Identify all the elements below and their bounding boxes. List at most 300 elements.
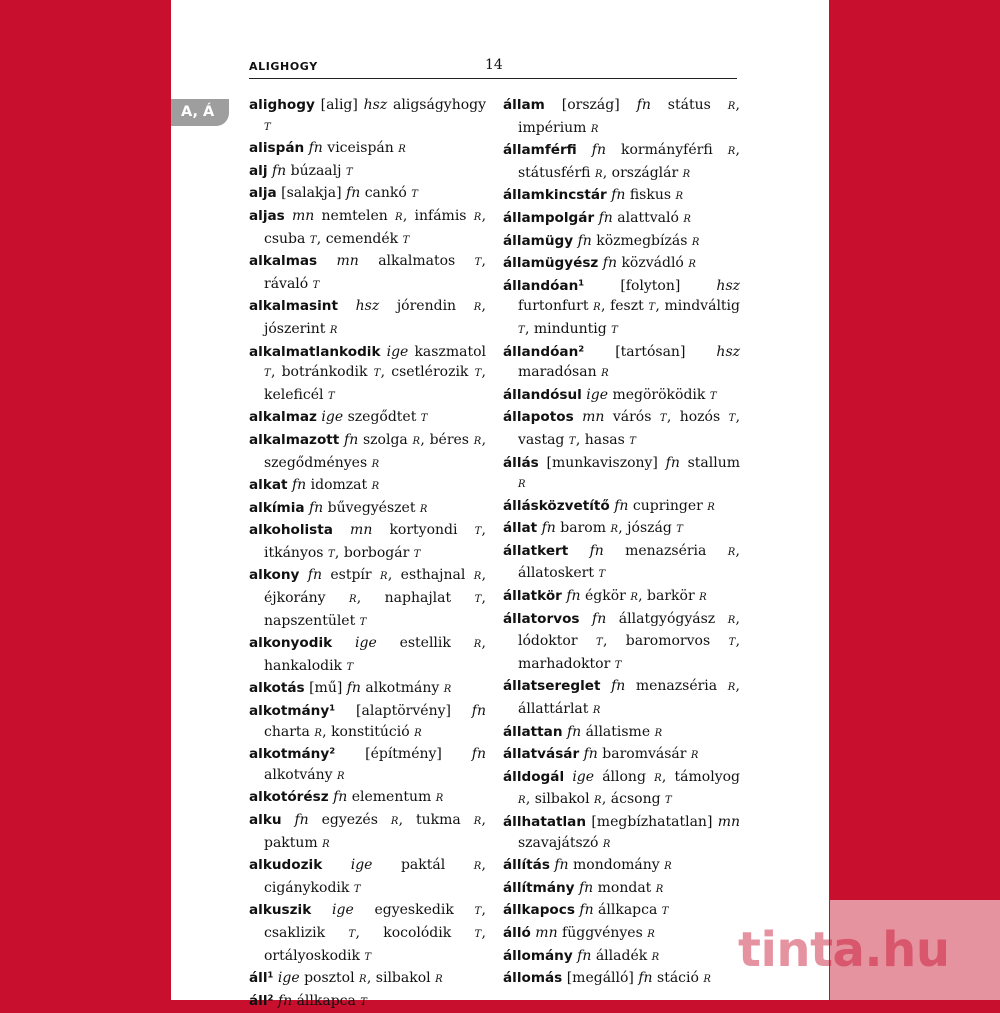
synonym-text: , státusférfi: [518, 142, 740, 181]
synonym-text: , béres: [420, 431, 474, 448]
synonym-text: baromvásár: [602, 746, 691, 763]
register-label: R: [683, 213, 692, 225]
letter-tab: A, Á: [171, 99, 229, 126]
part-of-speech: ige: [332, 902, 375, 919]
headword: alkotás: [249, 680, 305, 697]
dictionary-entry: [249, 498, 486, 521]
register-label: R: [651, 951, 660, 963]
headword: állandóan²: [503, 343, 585, 360]
register-label: T: [648, 302, 656, 314]
dictionary-entry: [249, 342, 486, 408]
part-of-speech: mn: [350, 522, 390, 539]
synonym-text: , impérium: [518, 97, 740, 136]
dictionary-entry: [249, 810, 486, 855]
register-label: T: [611, 324, 619, 336]
headword: alighogy: [249, 97, 315, 113]
dictionary-entry: [249, 206, 486, 251]
part-of-speech: fn: [589, 542, 626, 559]
synonym-text: , jószág: [618, 520, 677, 537]
synonym-text: menazséria: [625, 542, 728, 559]
register-label: T: [629, 435, 637, 447]
part-of-speech: ige: [355, 635, 400, 652]
synonym-text: , lódoktor: [518, 610, 740, 650]
synonym-text: búzaalj: [290, 162, 346, 179]
synonym-text: viceispán: [327, 140, 399, 157]
synonym-text: estpír: [330, 567, 380, 584]
synonym-text: , csuba: [264, 207, 487, 247]
synonym-text: fiskus: [629, 187, 676, 204]
part-of-speech: fn: [308, 499, 328, 516]
synonym-text: állkapca: [598, 902, 662, 919]
register-label: R: [592, 705, 601, 717]
part-of-speech: fn: [333, 789, 352, 806]
watermark-logo: tinta.hu: [738, 922, 950, 978]
headword: államkincstár: [503, 187, 607, 204]
synonym-text: charta: [264, 723, 315, 740]
synonym-text: , ortályoskodik: [264, 924, 486, 964]
register-label: R: [654, 727, 663, 739]
dictionary-entry: [503, 407, 740, 452]
register-label: R: [390, 816, 399, 827]
headword: alj: [249, 162, 268, 179]
part-of-speech: fn: [346, 185, 365, 202]
register-label: R: [727, 682, 736, 694]
dictionary-entry: [249, 678, 486, 701]
synonym-text: , napszentület: [264, 590, 486, 629]
register-label: R: [602, 838, 611, 850]
headword: állampolgár: [503, 209, 595, 226]
synonym-text: estellik: [399, 635, 474, 652]
synonym-text: , tukma: [398, 812, 474, 828]
part-of-speech: fn: [344, 431, 363, 448]
headword: államügy: [503, 232, 574, 249]
dictionary-entry: [503, 722, 740, 745]
synonym-text: aligságyhogy: [393, 97, 487, 113]
register-label: T: [474, 526, 482, 538]
register-label: R: [348, 594, 357, 606]
register-label: R: [664, 861, 672, 873]
register-label: T: [665, 795, 673, 807]
synonym-text: közvádló: [621, 255, 689, 272]
synonym-text: stallum: [687, 454, 740, 471]
synonym-text: , vastag: [518, 409, 741, 448]
synonym-text: , hozós: [666, 409, 729, 426]
headword: alja: [249, 185, 277, 202]
synonym-text: maradósan: [518, 364, 602, 381]
synonym-text: jórendin: [396, 298, 474, 315]
headword: állatorvos: [503, 610, 580, 627]
synonym-text: kormányférfi: [621, 142, 728, 159]
part-of-speech: mn: [582, 409, 613, 426]
headword: államférfi: [503, 142, 577, 159]
register-label: R: [691, 236, 700, 248]
register-label: R: [594, 168, 603, 180]
register-label: R: [473, 816, 482, 827]
synonym-text: , csaklizik: [264, 902, 486, 941]
register-label: T: [312, 279, 320, 291]
part-of-speech: fn: [471, 746, 486, 763]
part-of-speech: fn: [611, 187, 630, 204]
synonym-text: barom: [560, 520, 611, 537]
dictionary-entry: [503, 185, 740, 208]
dictionary-entry: [249, 855, 486, 900]
headword: állandósul: [503, 386, 582, 403]
synonym-text: , jószerint: [264, 298, 486, 337]
synonym-text: állong: [602, 768, 655, 785]
dictionary-entry: [249, 968, 486, 991]
headword: alispán: [249, 140, 305, 157]
register-label: R: [675, 191, 684, 203]
part-of-speech: fn: [638, 970, 658, 987]
synonym-text: , feszt: [600, 298, 649, 315]
guide-word: ALIGHOGY: [249, 60, 318, 73]
part-of-speech: fn: [554, 857, 574, 874]
register-label: R: [699, 592, 707, 604]
register-label: R: [610, 524, 619, 536]
register-label: T: [364, 951, 372, 963]
dictionary-entry: [503, 586, 740, 609]
synonym-text: szegődtet: [347, 409, 421, 426]
synonym-text: paktál: [400, 857, 474, 874]
sense-gloss: [ország]: [561, 97, 637, 113]
register-label: T: [359, 616, 367, 628]
register-label: R: [412, 435, 421, 447]
register-label: R: [473, 571, 482, 583]
sense-gloss: [folyton]: [620, 277, 717, 294]
headword: állandóan¹: [503, 277, 585, 294]
synonym-text: , állatoskert: [518, 542, 740, 582]
register-label: R: [688, 259, 697, 271]
dictionary-entry: [249, 900, 486, 968]
headword: állkapocs: [503, 902, 575, 919]
dictionary-entry: [249, 744, 486, 787]
headword: állás: [503, 454, 539, 471]
headword: alkuszik: [249, 902, 312, 919]
dictionary-entry: [503, 767, 740, 812]
register-label: T: [264, 121, 271, 133]
part-of-speech: fn: [292, 477, 311, 494]
synonym-text: állkapca: [296, 992, 361, 1009]
dictionary-entry: [503, 878, 740, 901]
headword: állásközvetítő: [503, 497, 610, 514]
register-label: T: [474, 906, 482, 918]
register-label: T: [659, 413, 667, 425]
register-label: T: [728, 413, 736, 425]
headword: alkony: [249, 567, 300, 584]
register-label: T: [413, 548, 421, 560]
synonym-text: , minduntig: [524, 320, 612, 337]
synonym-text: égkör: [585, 588, 631, 605]
dictionary-entry: [503, 276, 740, 342]
register-label: R: [727, 614, 736, 626]
synonym-text: kaszmatol: [414, 343, 486, 360]
register-label: T: [264, 368, 271, 380]
headword: alkotmány¹: [249, 703, 336, 720]
register-label: R: [518, 795, 526, 807]
register-label: R: [655, 883, 664, 895]
register-label: R: [690, 750, 699, 762]
synonym-text: , kocolódik: [355, 924, 475, 941]
dictionary-entry: [249, 430, 486, 475]
part-of-speech: fn: [294, 812, 322, 828]
page-number: 14: [485, 57, 503, 73]
register-label: T: [474, 594, 482, 606]
synonym-text: , országlár: [602, 164, 683, 181]
dictionary-entry: [249, 251, 486, 296]
part-of-speech: fn: [566, 588, 585, 605]
part-of-speech: fn: [566, 723, 586, 740]
sense-gloss: [alig]: [320, 97, 364, 113]
headword: alkat: [249, 477, 288, 494]
dictionary-entry: [503, 208, 740, 231]
register-label: R: [594, 795, 602, 807]
synonym-text: elementum: [351, 789, 436, 806]
dictionary-entry: [249, 407, 486, 430]
register-label: R: [727, 146, 736, 158]
register-label: R: [371, 481, 380, 493]
sense-gloss: [munkaviszony]: [546, 454, 666, 471]
synonym-text: , támolyog: [661, 768, 740, 785]
dictionary-entry: [503, 923, 740, 946]
headword: alku: [249, 812, 282, 828]
part-of-speech: ige: [350, 857, 401, 874]
headword: állhatatlan: [503, 814, 587, 830]
synonym-text: , szegődményes: [264, 431, 487, 471]
synonym-text: , barkör: [638, 588, 700, 605]
synonym-text: állatisme: [585, 723, 655, 740]
register-label: T: [595, 637, 603, 649]
synonym-text: álladék: [595, 947, 652, 964]
part-of-speech: fn: [307, 567, 331, 584]
register-label: R: [590, 123, 599, 135]
dictionary-entry: [503, 855, 740, 878]
dictionary-entry: [503, 812, 740, 855]
register-label: T: [327, 548, 335, 560]
register-label: R: [707, 501, 716, 513]
dictionary-entry: [249, 520, 486, 565]
synonym-text: furtonfurt: [518, 298, 594, 315]
part-of-speech: ige: [277, 970, 305, 987]
sense-gloss: [tartósan]: [615, 343, 717, 360]
headword: alkalmasint: [249, 298, 338, 315]
synonym-text: , silbakol: [366, 970, 436, 987]
register-label: T: [474, 368, 482, 380]
headword: állatvásár: [503, 746, 580, 763]
register-label: T: [345, 166, 353, 178]
headword: álló: [503, 924, 531, 941]
sense-gloss: [salakja]: [281, 185, 347, 202]
headword: állattan: [503, 723, 563, 740]
register-label: T: [420, 413, 428, 425]
dictionary-entry: [249, 296, 486, 341]
register-label: T: [676, 524, 684, 536]
register-label: R: [322, 838, 331, 850]
part-of-speech: mn: [717, 814, 741, 830]
synonym-text: közmegbízás: [596, 232, 692, 249]
synonym-text: nemtelen: [321, 207, 396, 224]
left-column: [249, 95, 486, 1013]
headword: áll²: [249, 992, 274, 1009]
register-label: R: [727, 101, 736, 112]
register-label: R: [601, 368, 609, 380]
dictionary-entry: [503, 231, 740, 254]
headword: állat: [503, 520, 538, 537]
register-label: T: [598, 569, 606, 581]
register-label: R: [473, 302, 482, 314]
part-of-speech: fn: [577, 232, 597, 249]
register-label: T: [614, 659, 622, 671]
synonym-text: , keleficél: [264, 364, 486, 403]
synonym-text: posztol: [304, 970, 360, 987]
register-label: T: [327, 390, 335, 402]
dictionary-entry: [503, 496, 740, 519]
register-label: T: [309, 234, 317, 246]
part-of-speech: fn: [614, 497, 633, 514]
sense-gloss: [megálló]: [566, 970, 639, 987]
headword: alkalmazott: [249, 431, 340, 448]
register-label: R: [473, 861, 482, 873]
synonym-text: alkotvány: [264, 766, 337, 783]
register-label: T: [474, 257, 482, 269]
headword: állam: [503, 97, 545, 113]
dictionary-entry: [249, 138, 486, 161]
synonym-text: , éjkorány: [264, 567, 487, 607]
register-label: T: [353, 883, 361, 895]
synonym-text: , botránkodik: [270, 364, 374, 381]
register-label: R: [314, 727, 323, 739]
register-label: R: [473, 435, 482, 447]
sense-gloss: [mű]: [309, 680, 347, 697]
dictionary-entry: [503, 95, 740, 140]
register-label: R: [593, 302, 601, 314]
part-of-speech: fn: [277, 992, 297, 1009]
dictionary-entry: [503, 453, 740, 496]
part-of-speech: ige: [386, 343, 415, 360]
register-label: R: [435, 793, 444, 805]
register-label: R: [473, 639, 482, 651]
synonym-text: alkotmány: [365, 680, 444, 697]
synonym-text: , hankalodik: [264, 635, 486, 674]
dictionary-entry: [249, 95, 486, 138]
headword: alkalmaz: [249, 409, 317, 426]
part-of-speech: fn: [583, 746, 603, 763]
part-of-speech: fn: [602, 255, 622, 272]
dictionary-entry: [503, 541, 740, 586]
register-label: R: [682, 168, 691, 180]
synonym-text: , rávaló: [264, 253, 486, 292]
synonym-text: bűvegyészet: [327, 499, 420, 516]
register-label: R: [518, 479, 526, 491]
dictionary-entry: [503, 140, 740, 185]
headword: alkotórész: [249, 789, 329, 806]
headword: államügyész: [503, 255, 599, 272]
part-of-speech: fn: [271, 162, 291, 179]
headword: alkalmatlankodik: [249, 343, 381, 360]
part-of-speech: hsz: [363, 97, 394, 113]
register-label: T: [373, 368, 381, 380]
part-of-speech: fn: [578, 879, 598, 896]
sense-gloss: [építmény]: [365, 746, 472, 763]
register-label: R: [630, 592, 639, 604]
part-of-speech: ige: [572, 768, 603, 785]
register-label: T: [411, 189, 419, 201]
register-label: T: [360, 996, 368, 1008]
part-of-speech: fn: [579, 902, 599, 919]
headword: állomány: [503, 947, 573, 964]
register-label: R: [473, 211, 482, 223]
register-label: R: [398, 144, 407, 156]
synonym-text: idomzat: [310, 477, 372, 494]
dictionary-entry: [249, 161, 486, 184]
register-label: R: [654, 772, 662, 784]
synonym-text: , infámis: [402, 207, 474, 224]
headword: alkalmas: [249, 253, 318, 270]
synonym-text: státus: [667, 97, 728, 113]
synonym-text: cupringer: [632, 497, 708, 514]
headword: álldogál: [503, 768, 565, 785]
part-of-speech: ige: [321, 409, 348, 426]
part-of-speech: fn: [598, 209, 618, 226]
synonym-text: , silbakol: [525, 791, 595, 808]
part-of-speech: mn: [336, 253, 379, 270]
synonym-text: , ácsong: [601, 791, 666, 808]
dictionary-entry: [503, 342, 740, 385]
register-label: R: [647, 928, 656, 940]
register-label: T: [661, 906, 669, 918]
synonym-text: cankó: [364, 185, 412, 202]
part-of-speech: fn: [577, 947, 596, 964]
synonym-text: függvényes: [562, 924, 648, 941]
register-label: R: [371, 458, 380, 470]
part-of-speech: mn: [535, 924, 563, 941]
synonym-text: mondomány: [573, 857, 665, 874]
dictionary-entry: [503, 676, 740, 721]
synonym-text: , marhadoktor: [518, 633, 741, 672]
headword: alkímia: [249, 499, 305, 516]
register-label: R: [414, 727, 422, 739]
synonym-text: szolga: [363, 431, 413, 448]
part-of-speech: mn: [292, 207, 322, 224]
part-of-speech: fn: [471, 703, 486, 720]
register-label: T: [474, 928, 482, 940]
register-label: T: [348, 928, 356, 940]
synonym-text: , itkányos: [264, 522, 486, 561]
running-header: [249, 58, 737, 79]
synonym-text: , cigánykodik: [264, 857, 486, 896]
register-label: T: [728, 637, 736, 649]
register-label: R: [703, 974, 712, 986]
synonym-text: várós: [612, 409, 660, 426]
synonym-text: stáció: [657, 970, 704, 987]
register-label: R: [443, 684, 452, 696]
headword: állítás: [503, 857, 550, 874]
dictionary-entry: [503, 385, 740, 408]
part-of-speech: fn: [592, 610, 619, 627]
synonym-text: , paktum: [264, 812, 486, 851]
synonym-text: , hasas: [575, 431, 630, 448]
register-label: R: [380, 571, 388, 583]
headword: aljas: [249, 207, 285, 224]
part-of-speech: hsz: [716, 343, 740, 360]
headword: alkoholista: [249, 522, 333, 539]
headword: állapotos: [503, 409, 574, 426]
headword: állatsereglet: [503, 678, 601, 695]
headword: állatkör: [503, 588, 562, 605]
synonym-text: megöröködik: [612, 386, 710, 403]
register-label: R: [395, 211, 403, 223]
part-of-speech: fn: [636, 97, 668, 113]
part-of-speech: fn: [591, 142, 622, 159]
